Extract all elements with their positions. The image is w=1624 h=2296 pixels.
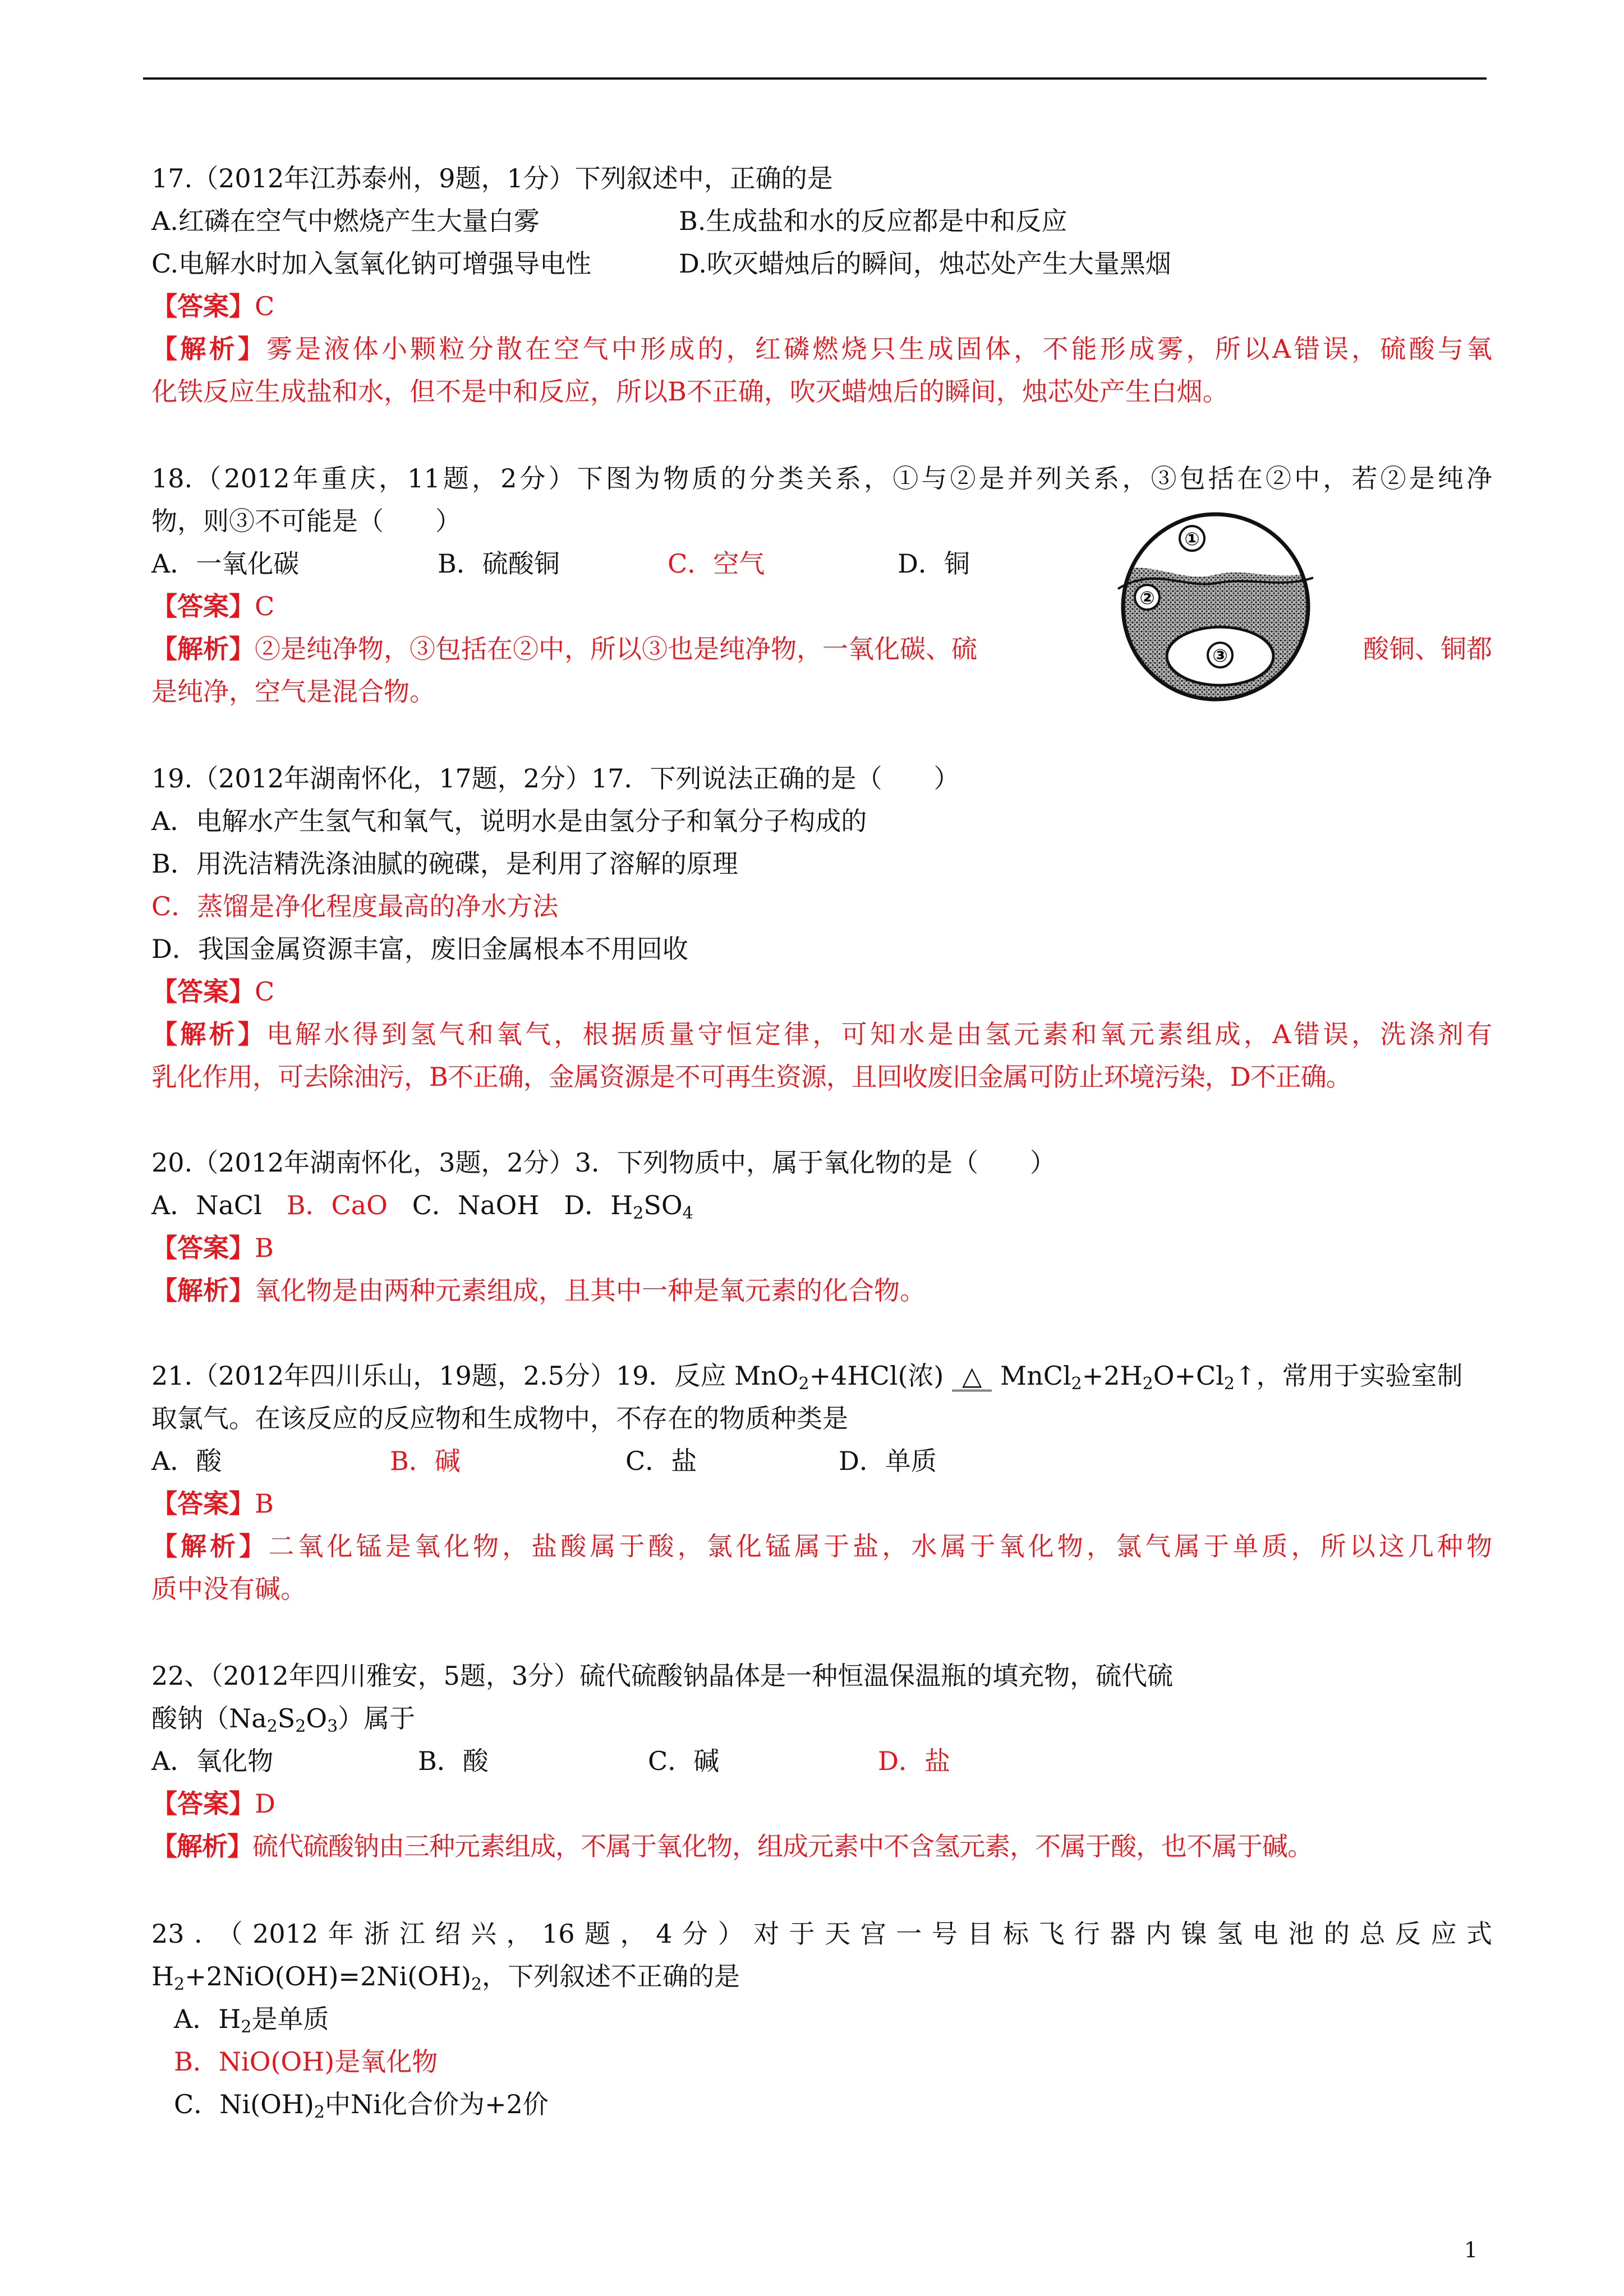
heating-delta: △ — [952, 1362, 992, 1391]
q21-analysis-line2: 质中没有碱。 — [151, 1574, 306, 1604]
question-20 — [151, 1141, 1492, 1312]
q17-analysis-line1 — [151, 328, 1492, 370]
q22-option-a: A．氧化物 — [151, 1746, 274, 1776]
q23-stem-line1: 23．（2012年浙江绍兴，16题，4分）对于天宫一号目标飞行器内镍氢电池的总反应式 — [151, 1919, 1492, 1949]
q19-option-d: D．我国金属资源丰富，废旧金属根本不用回收 — [151, 934, 688, 964]
q23-stem-line2: $H_2+2NiO(OH)=2Ni(OH)_2$，下列叙述不正确的是 — [151, 1961, 740, 1994]
answer-value: C — [255, 591, 275, 621]
q23-option-a: A．$H_2$是单质 — [174, 2004, 329, 2037]
q21-option-b: B．碱 — [390, 1446, 461, 1476]
answer-tag: 【答案】 — [151, 976, 255, 1007]
q21-stem-line1: 21.（2012年四川乐山，19题，2.5分）19．反应 MnO$_2$+4HCl(浓) △ $MnCl_2+2H_2O+Cl_2↑$，常用于实验室制 — [151, 1361, 1463, 1394]
analysis-text: 硫代硫酸钠由三种元素组成，不属于氧化物，组成元素中不含氢元素，不属于酸，也不属于碱。 — [252, 1831, 1313, 1861]
q22-option-b: B．酸 — [418, 1746, 489, 1776]
analysis-tag: 【解析】 — [151, 334, 266, 364]
q18-analysis-line2: 是纯净，空气是混合物。 — [151, 676, 435, 707]
analysis-tag: 【解析】 — [151, 1831, 252, 1861]
question-17 — [151, 157, 1492, 413]
q21-answer — [151, 1482, 1492, 1525]
analysis-text: ②是纯净物，③包括在②中，所以③也是纯净物，一氧化碳、硫 — [255, 634, 977, 664]
q22-stem-line1: 22、（2012年四川雅安，5题，3分）硫代硫酸钠晶体是一种恒温保温瓶的填充物，硫代硫 — [151, 1661, 1174, 1691]
answer-tag: 【答案】 — [151, 1788, 255, 1819]
label-2: ② — [1139, 587, 1155, 608]
q22-options — [151, 1740, 1492, 1782]
q18-stem-line1: 18.（2012年重庆，11题，2分）下图为物质的分类关系，①与②是并列关系，③包括在②中，若②是纯净 — [151, 463, 1492, 494]
q18-option-c: C．空气 — [668, 548, 765, 579]
analysis-tag: 【解析】 — [151, 1531, 269, 1561]
analysis-text: 雾是液体小颗粒分散在空气中形成的，红磷燃烧只生成固体，不能形成雾，所以A错误，硫酸与氧 — [266, 334, 1492, 364]
q20-options — [151, 1184, 1492, 1227]
analysis-tag: 【解析】 — [151, 1275, 255, 1306]
answer-value: C — [255, 976, 275, 1007]
q18-stem-line2: 物，则③不可能是（ ） — [151, 506, 461, 536]
q21-option-a: A．酸 — [151, 1446, 222, 1476]
q17-option-c: C.电解水时加入氢氧化钠可增强导电性 — [151, 248, 592, 279]
answer-tag: 【答案】 — [151, 1488, 255, 1519]
q23-option-c: C．$Ni(OH)_2$中Ni化合价为+2价 — [174, 2089, 549, 2122]
answer-value: D — [255, 1788, 275, 1819]
analysis-tag: 【解析】 — [151, 1019, 266, 1049]
question-19 — [151, 757, 1492, 1098]
q17-options-row1 — [151, 200, 1492, 242]
analysis-text-right: 酸铜、铜都 — [1363, 634, 1492, 664]
analysis-text: 电解水得到氢气和氧气，根据质量守恒定律，可知水是由氢元素和氧元素组成，A错误，洗涤剂有 — [266, 1019, 1492, 1049]
q19-analysis-line2: 乳化作用，可去除油污，B不正确，金属资源是不可再生资源，且回收废旧金属可防止环境污染，D不正确。 — [151, 1062, 1351, 1092]
question-23 — [151, 1912, 1492, 2126]
q22-option-c: C．碱 — [648, 1746, 720, 1776]
q17-answer — [151, 285, 1492, 328]
q22-stem-line2: 酸钠$(Na_2S_2O_3)$属于 — [151, 1703, 416, 1736]
q17-analysis-line2: 化铁反应生成盐和水，但不是中和反应，所以B不正确，吹灭蜡烛后的瞬间，烛芯处产生白烟。 — [151, 376, 1229, 407]
answer-tag: 【答案】 — [151, 291, 255, 321]
label-1: ① — [1184, 528, 1200, 550]
q18-option-d: D．铜 — [898, 548, 970, 579]
q20-answer — [151, 1227, 1492, 1269]
q20-option-a: A．NaCl — [151, 1190, 262, 1220]
q21-options — [151, 1440, 1492, 1482]
question-21 — [151, 1354, 1492, 1610]
analysis-text: 二氧化锰是氧化物，盐酸属于酸，氯化锰属于盐，水属于氧化物，氯气属于单质，所以这几种物 — [268, 1531, 1492, 1561]
q19-option-a: A．电解水产生氢气和氧气，说明水是由氢分子和氧分子构成的 — [151, 806, 867, 836]
q22-answer — [151, 1782, 1492, 1825]
q19-option-b: B．用洗洁精洗涤油腻的碗碟，是利用了溶解的原理 — [151, 849, 738, 879]
q21-stem-line2: 取氯气。在该反应的反应物和生成物中，不存在的物质种类是 — [151, 1403, 848, 1433]
q19-stem: 19.（2012年湖南怀化，17题，2分）17．下列说法正确的是（ ） — [151, 763, 960, 794]
q21-option-d: D．单质 — [839, 1446, 937, 1476]
q20-option-c: C．NaOH — [412, 1190, 540, 1220]
q22-option-d: D．盐 — [878, 1746, 950, 1776]
analysis-text: 氧化物是由两种元素组成，且其中一种是氧元素的化合物。 — [255, 1275, 926, 1306]
q19-answer — [151, 970, 1492, 1013]
q17-stem: 17.（2012年江苏泰州，9题，1分）下列叙述中，正确的是 — [151, 163, 833, 193]
page-number: 1 — [1464, 2238, 1478, 2262]
q20-analysis — [151, 1269, 1492, 1312]
q21-option-c: C．盐 — [625, 1446, 697, 1476]
q19-option-c: C．蒸馏是净化程度最高的净水方法 — [151, 891, 559, 921]
label-3: ③ — [1212, 645, 1228, 666]
q17-option-d: D.吹灭蜡烛后的瞬间，烛芯处产生大量黑烟 — [679, 248, 1171, 279]
q21-analysis-line1 — [151, 1525, 1492, 1567]
q18-option-b: B．硫酸铜 — [438, 548, 560, 579]
answer-tag: 【答案】 — [151, 591, 255, 621]
q17-option-a: A.红磷在空气中燃烧产生大量白雾 — [151, 206, 540, 236]
q23-option-b: B．NiO(OH)是氧化物 — [174, 2046, 438, 2077]
analysis-tag: 【解析】 — [151, 634, 255, 664]
answer-value: B — [255, 1488, 274, 1519]
q22-analysis — [151, 1825, 1492, 1868]
classification-diagram — [1114, 505, 1315, 707]
header-rule — [143, 77, 1487, 80]
q20-option-b: B．CaO — [286, 1190, 388, 1220]
q20-option-d: D．$H_2SO_4$ — [564, 1190, 693, 1223]
q17-option-b: B.生成盐和水的反应都是中和反应 — [679, 206, 1068, 236]
answer-tag: 【答案】 — [151, 1233, 255, 1263]
q17-options-row2 — [151, 242, 1492, 285]
q19-analysis-line1 — [151, 1013, 1492, 1055]
answer-value: B — [255, 1233, 274, 1263]
answer-value: C — [255, 291, 275, 321]
q20-stem: 20.（2012年湖南怀化，3题，2分）3．下列物质中，属于氧化物的是（ ） — [151, 1147, 1056, 1178]
question-22 — [151, 1654, 1492, 1868]
q18-option-a: A．一氧化碳 — [151, 548, 300, 579]
